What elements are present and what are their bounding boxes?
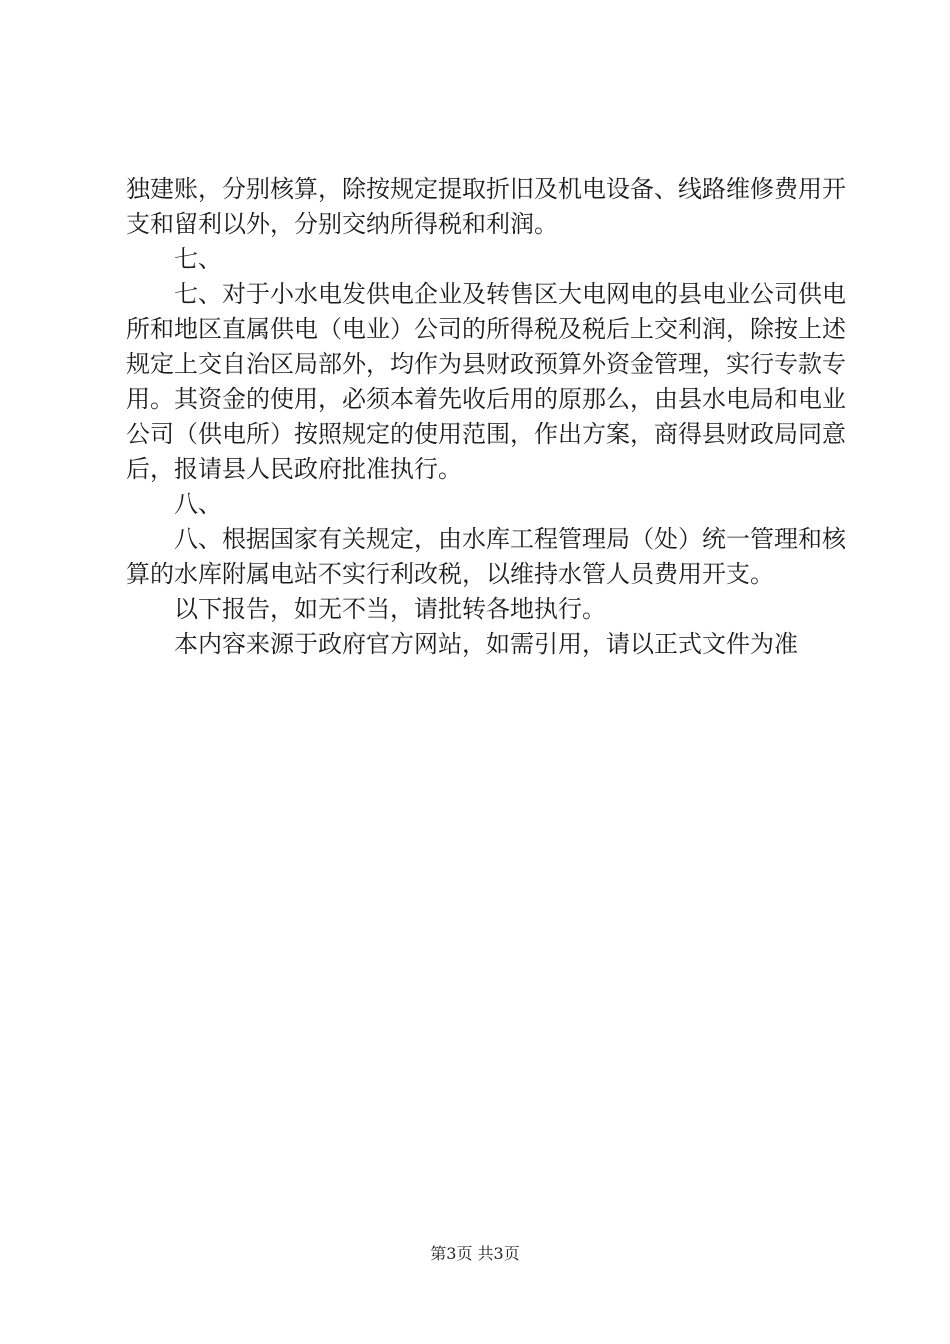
section-heading-eight: 八、 bbox=[174, 490, 222, 518]
paragraph-closing: 以下报告，如无不当，请批转各地执行。 bbox=[174, 595, 606, 623]
paragraph-source-note: 本内容来源于政府官方网站，如需引用，请以正式文件为准 bbox=[174, 630, 798, 658]
page-number-footer: 第3页 共3页 bbox=[430, 1244, 520, 1263]
section-heading-seven: 七、 bbox=[174, 245, 222, 273]
document-body bbox=[126, 172, 846, 662]
paragraph-section-eight: 八、根据国家有关规定，由水库工程管理局（处）统一管理和核算的水库附属电站不实行利改税，以维持水管人员费用开支。 bbox=[126, 525, 846, 588]
paragraph-section-seven: 七、对于小水电发供电企业及转售区大电网电的县电业公司供电所和地区直属供电（电业）公司的所得税及税后上交利润，除按上述规定上交自治区局部外，均作为县财政预算外资金管理，实行专款专用。其资金的使用，必须本着先收后用的原那么，由县水电局和电业公司（供电所）按照规定的使用范围，作出方案，商得县财政局同意后，报请县人民政府批准执行。 bbox=[126, 280, 846, 483]
paragraph-continuation: 独建账，分别核算，除按规定提取折旧及机电设备、线路维修费用开支和留利以外，分别交纳所得税和利润。 bbox=[126, 175, 846, 238]
